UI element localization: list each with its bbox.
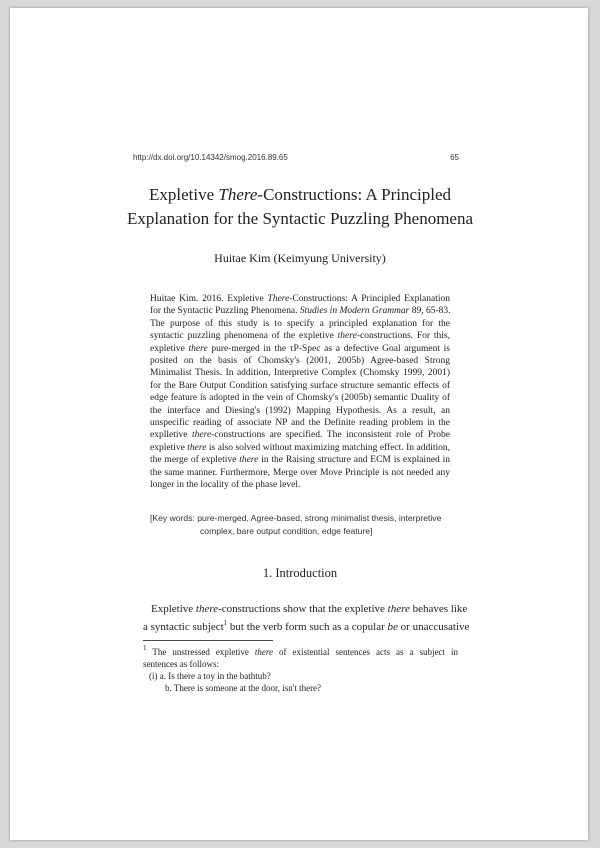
footnote-rule [143, 640, 273, 641]
author-line: Huitae Kim (Keimyung University) [214, 251, 386, 265]
paper-title [100, 183, 500, 231]
body-paragraph: Expletive there-constructions show that the expletive there behaves like a syntactic subject$^1$ but the verb form such as a copular be or unaccusative [143, 603, 470, 633]
page-number: 65 [450, 153, 459, 162]
footnote: $^1$ The unstressed expletive there of existential sentences acts as a subject in sentences as follows: (i) a. Is there a toy in the bathtub? b. There is someone at the door, isn't there? [143, 644, 459, 693]
section-heading: 1. Introduction [262, 566, 338, 580]
keywords: [Key words: pure-merged, Agree-based, strong minimalist thesis, interpretive complex, bare output condition, edge feature] [150, 513, 442, 536]
title-line-1: Expletive There-Constructions: A Principled [148, 185, 452, 204]
footnote-ref[interactable]: 1 [223, 619, 228, 627]
abstract: Huitae Kim. 2016. Expletive There-Constructions: A Principled Explanation for the Syntactic Puzzling Phenomena. Studies in Modern Grammar 89, 65-83. The purpose of this study is to specify a principled explanation for the syntactic puzzling phenomena of the expletive there-constructions. For this, expletive there pure-merged in the τP-Spec as a defective Goal argument is posited on the basis of Chomsky's (2001, 2005b) Agree-based Strong Minimalist Thesis. In addition, Interpretive Complex (Chomsky 1999, 2001) for the Bare Output Condition satisfying surface structure semantic effects of edge feature is adopted in the vein of Chomsky's (2005b) semantic Duality of the interface and Diesing's (1992) Mapping Hypothesis. As a result, an unspecific reading of associate NP and the Definite reading problem in the explletive there-constructions are specified. The inconsistent role of Probe expletive there is also solved without maximizing matching effect. In addition, the merge of expletive there in the Raising structure and ECM is explained in the same manner. Furthermore, Merge over Move Principle is not needed any longer in the locality of the phase level. [150, 294, 451, 491]
doi-link[interactable]: http://dx.doi.org/10.14342/smog.2016.89.65 [133, 153, 288, 162]
title-line-2: Explanation for the Syntactic Puzzling Phenomena [126, 209, 474, 228]
